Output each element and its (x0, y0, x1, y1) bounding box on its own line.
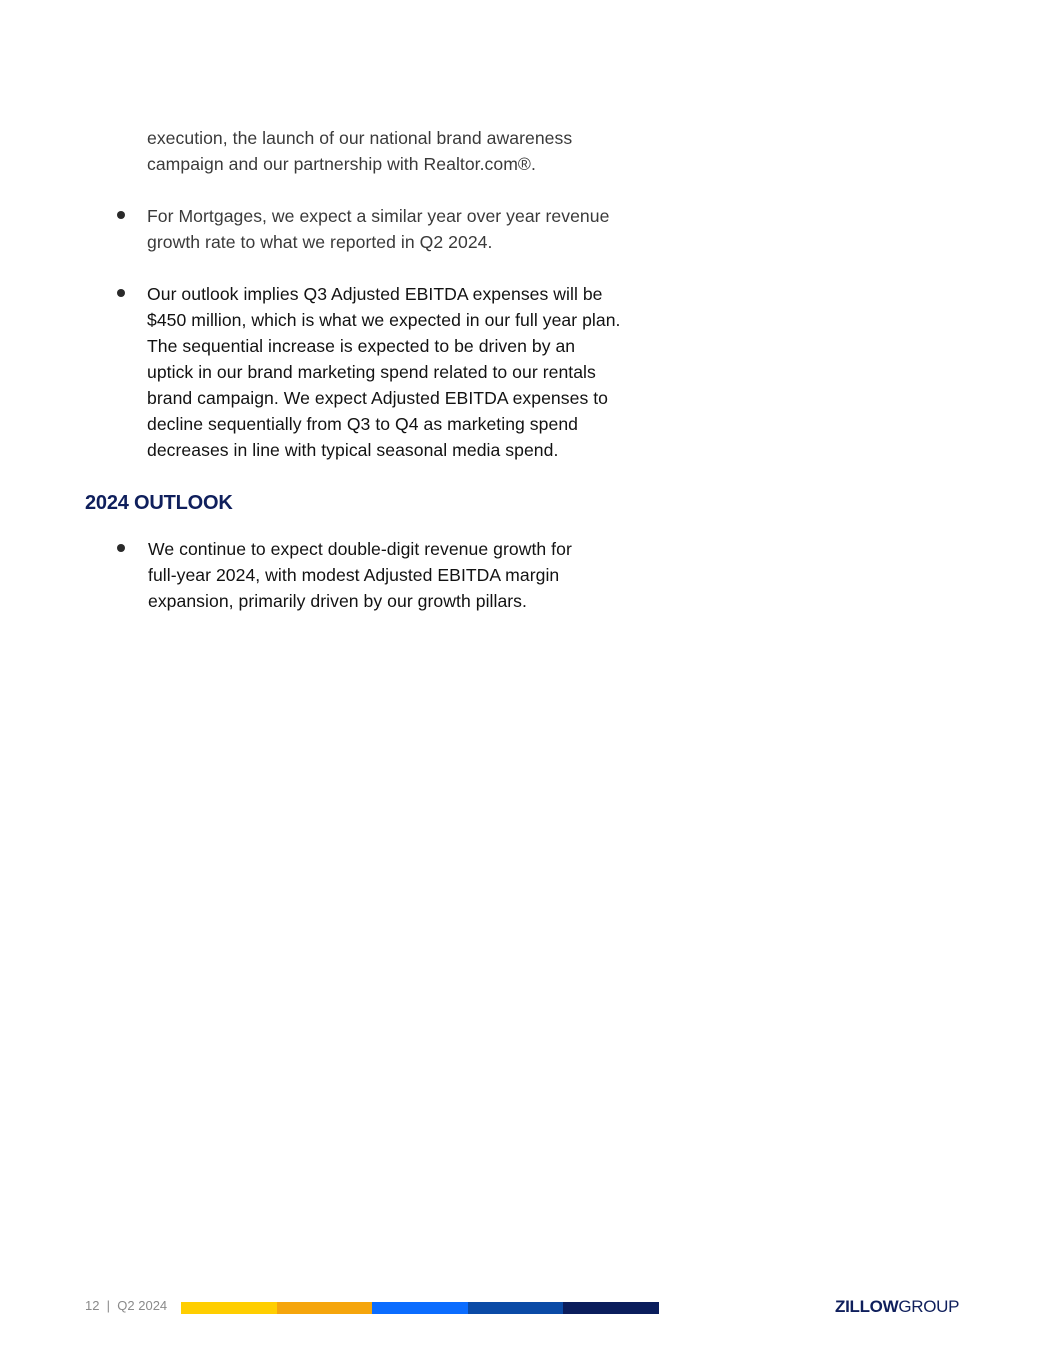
bullet-icon (117, 544, 125, 552)
color-bar-segment (468, 1302, 564, 1314)
bullet-icon (117, 289, 125, 297)
paragraph-line: decline sequentially from Q3 to Q4 as marketing spend (147, 414, 578, 434)
section-heading: 2024 OUTLOOK (85, 492, 233, 514)
paragraph-line: For Mortgages, we expect a similar year over year revenue (147, 206, 610, 226)
color-bar-segment (277, 1302, 373, 1314)
paragraph-line: full-year 2024, with modest Adjusted EBITDA margin (148, 565, 560, 585)
paragraph-line: execution, the launch of our national brand awareness (147, 128, 573, 148)
color-bar-segment (563, 1302, 659, 1314)
bullet-paragraph-outlook (148, 536, 572, 614)
paragraph-line: growth rate to what we reported in Q2 2024. (147, 232, 493, 252)
color-bar-segment (372, 1302, 468, 1314)
paragraph-line: decreases in line with typical seasonal media spend. (147, 440, 559, 460)
logo-bold-text: ZILLOW (835, 1297, 899, 1316)
footer-color-bar (181, 1302, 659, 1314)
continuation-paragraph (147, 125, 572, 177)
paragraph-line: $450 million, which is what we expected in our full year plan. (147, 310, 621, 330)
paragraph-line: campaign and our partnership with Realtor.com®. (147, 154, 536, 174)
bullet-paragraph-expenses (147, 281, 621, 463)
paragraph-line: The sequential increase is expected to be driven by an (147, 336, 576, 356)
paragraph-line: brand campaign. We expect Adjusted EBITDA expenses to (147, 388, 609, 408)
paragraph-line: uptick in our brand marketing spend related to our rentals (147, 362, 596, 382)
paragraph-line: We continue to expect double-digit revenue growth for (148, 539, 572, 559)
footer-page-label: 12 | Q2 2024 (85, 1298, 168, 1313)
bullet-paragraph-mortgages (147, 203, 609, 255)
color-bar-segment (181, 1302, 277, 1314)
zillow-group-logo (835, 1296, 959, 1318)
logo-light-text: GROUP (898, 1297, 960, 1316)
paragraph-line: expansion, primarily driven by our growth pillars. (148, 591, 527, 611)
bullet-icon (117, 211, 125, 219)
paragraph-line: Our outlook implies Q3 Adjusted EBITDA expenses will be (147, 284, 603, 304)
